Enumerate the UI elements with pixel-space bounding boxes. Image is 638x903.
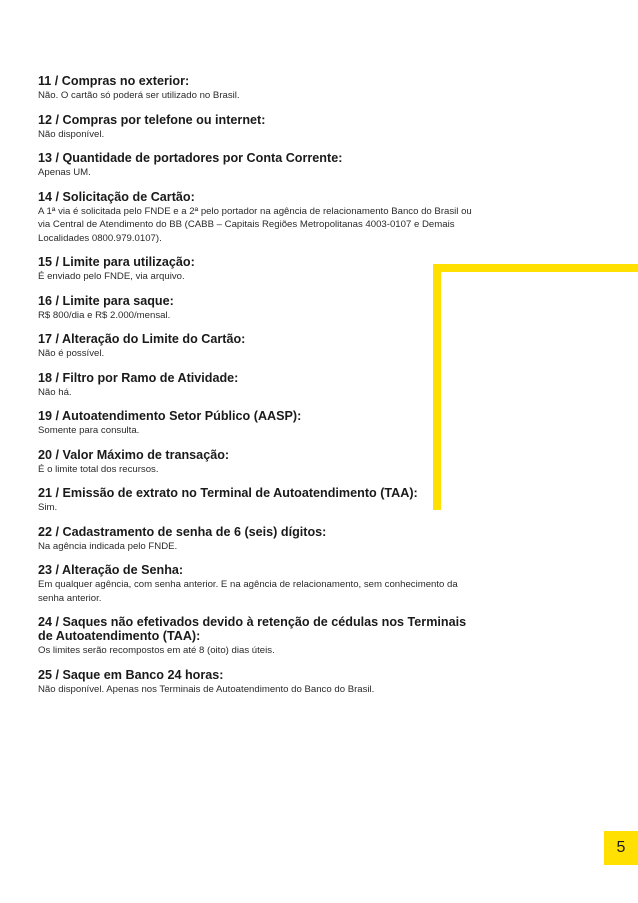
- faq-item-title: 24 / Saques não efetivados devido à retenção de cédulas nos Terminais de Autoatendimento (TAA):: [38, 615, 467, 643]
- faq-item-title: 19 / Autoatendimento Setor Público (AASP):: [38, 409, 302, 423]
- faq-item-body: É enviado pelo FNDE, via arquivo.: [38, 271, 185, 282]
- faq-item-20: [38, 448, 478, 477]
- faq-item-21: [38, 486, 478, 515]
- faq-item-body: Apenas UM.: [38, 167, 91, 178]
- page-number: [604, 831, 638, 865]
- faq-item-12: [38, 113, 478, 142]
- faq-item-13: [38, 151, 478, 180]
- faq-item-title: 22 / Cadastramento de senha de 6 (seis) dígitos:: [38, 524, 327, 539]
- faq-item-17: [38, 332, 478, 361]
- faq-item-title: 12 / Compras por telefone ou internet:: [38, 112, 266, 127]
- faq-item-22: [38, 525, 478, 554]
- faq-item-body: Não há.: [38, 386, 72, 398]
- faq-item-15: [38, 255, 478, 284]
- faq-item-title: 14 / Solicitação de Cartão:: [38, 189, 195, 204]
- faq-item-title: 21 / Emissão de extrato no Terminal de Autoatendimento (TAA):: [38, 486, 418, 500]
- faq-item-title: 20 / Valor Máximo de transação:: [38, 447, 230, 462]
- faq-item-18: [38, 371, 478, 400]
- faq-item-body: Na agência indicada pelo FNDE.: [38, 540, 178, 552]
- faq-item-25: [38, 668, 478, 697]
- faq-item-title: 17 / Alteração do Limite do Cartão:: [38, 332, 246, 346]
- faq-item-title: 15 / Limite para utilização:: [38, 255, 195, 269]
- faq-item-body: Sim.: [38, 502, 58, 513]
- faq-item-19: [38, 409, 478, 438]
- page-number-label: 5: [616, 839, 626, 856]
- faq-list: [38, 74, 478, 706]
- decorative-yellow-frame: [433, 264, 638, 510]
- faq-item-title: 13 / Quantidade de portadores por Conta Corrente:: [38, 151, 343, 165]
- faq-item-body: Os limites serão recompostos em até 8 (oito) dias úteis.: [38, 645, 275, 656]
- faq-item-16: [38, 294, 478, 323]
- faq-item-body: A 1ª via é solicitada pelo FNDE e a 2ª pelo portador na agência de relacionamento Banco do Brasil ou via Central de Atendimento do BB (CABB – Capitais Regiões Metropolitanas 4003-0107 e Demais Localidades 0800.979.0107).: [38, 205, 472, 244]
- faq-item-11: [38, 74, 478, 103]
- faq-item-body: Somente para consulta.: [38, 425, 140, 436]
- faq-item-14: [38, 190, 478, 246]
- faq-item-title: 18 / Filtro por Ramo de Atividade:: [38, 370, 239, 385]
- faq-item-title: 23 / Alteração de Senha:: [38, 563, 184, 577]
- faq-item-title: 11 / Compras no exterior:: [38, 74, 190, 88]
- faq-item-body: Não é possível.: [38, 348, 105, 359]
- faq-item-23: [38, 563, 478, 605]
- faq-item-24: [38, 615, 478, 658]
- faq-item-title: 25 / Saque em Banco 24 horas:: [38, 667, 224, 682]
- faq-item-body: Em qualquer agência, com senha anterior. E na agência de relacionamento, sem conhecimento da senha anterior.: [38, 579, 458, 604]
- faq-item-body: R$ 800/dia e R$ 2.000/mensal.: [38, 309, 171, 321]
- faq-item-title: 16 / Limite para saque:: [38, 293, 174, 308]
- faq-item-body: É o limite total dos recursos.: [38, 463, 159, 475]
- faq-item-body: Não. O cartão só poderá ser utilizado no Brasil.: [38, 90, 240, 101]
- faq-item-body: Não disponível. Apenas nos Terminais de Autoatendimento do Banco do Brasil.: [38, 683, 375, 695]
- faq-item-body: Não disponível.: [38, 128, 105, 140]
